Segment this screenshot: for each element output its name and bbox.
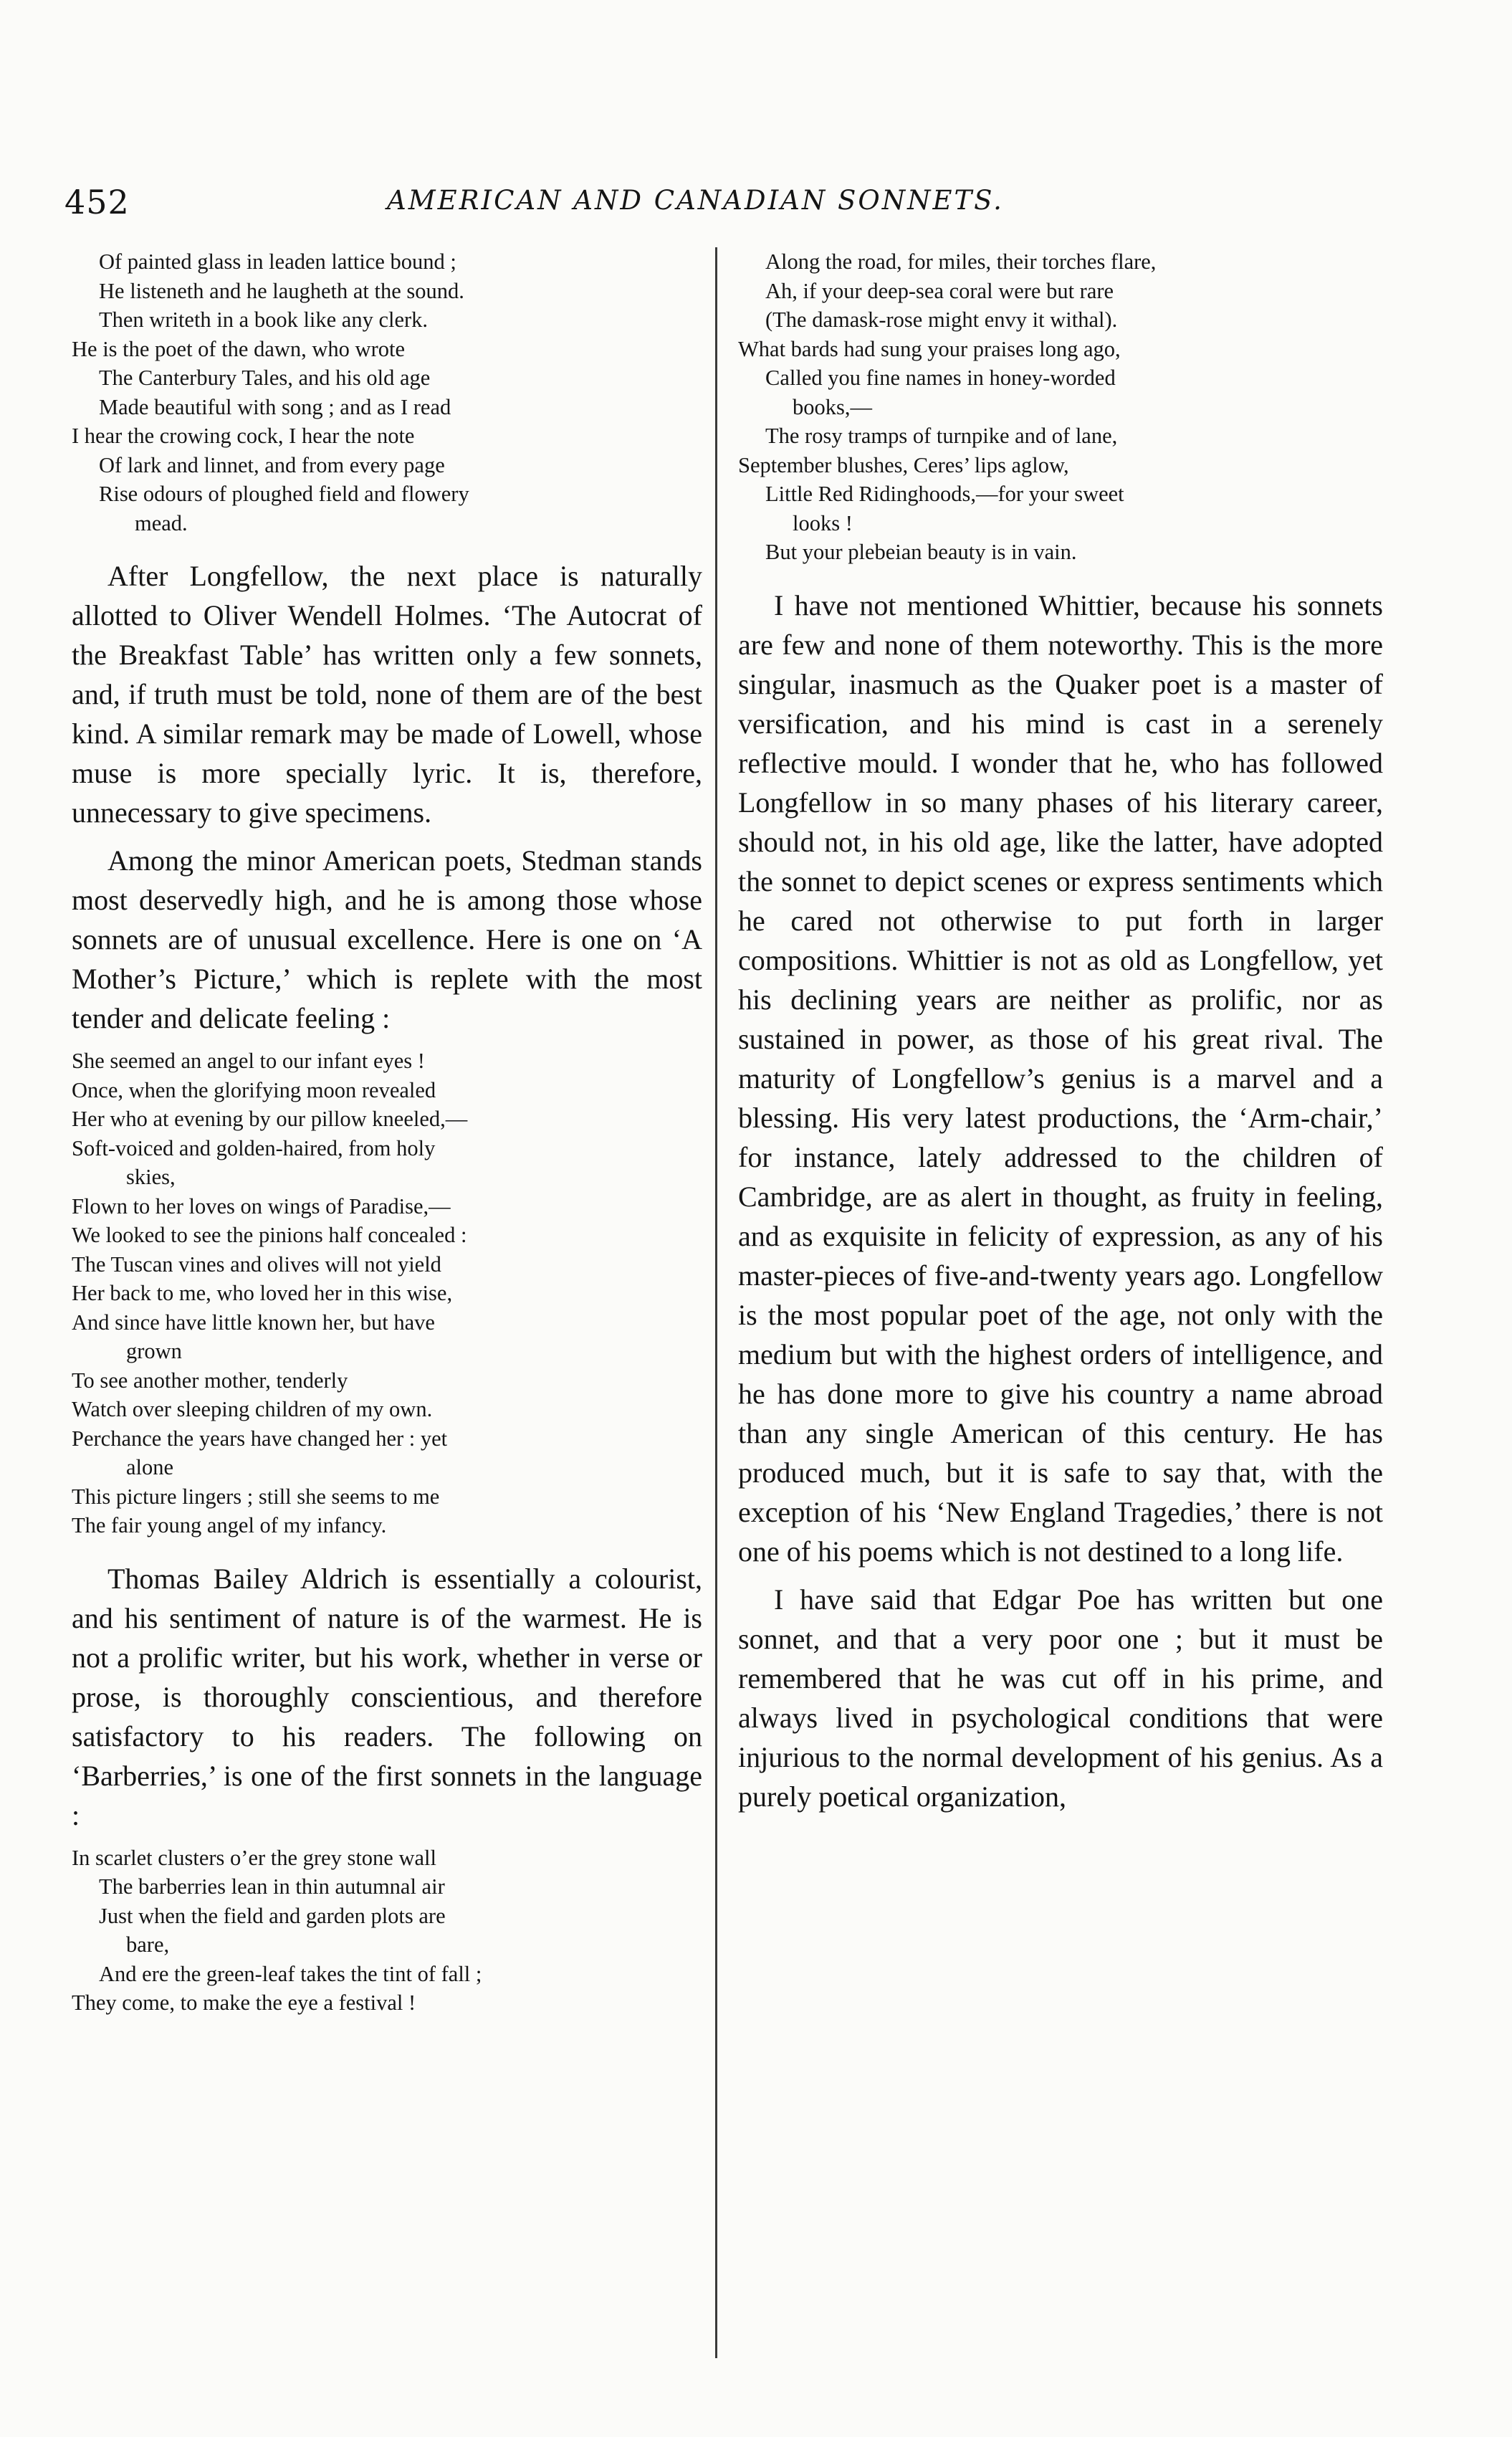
paragraph-poe: I have said that Edgar Poe has written but one sonnet, and that a very poor one ; but it must be remembered that he was cut off in his prime, and always lived in psychological conditions that were injurious to the normal development of his genius. As a purely poetical organization,: [738, 1583, 1383, 1813]
verse-line: Soft-voiced and golden-haired, from holy: [72, 1135, 436, 1160]
verse-line: Then writeth in a book like any clerk.: [99, 307, 429, 332]
verse-line: alone: [126, 1455, 174, 1479]
verse-line: Just when the field and garden plots are: [99, 1903, 446, 1928]
verse-line: skies,: [126, 1165, 176, 1189]
paragraph-whittier: I have not mentioned Whittier, because his sonnets are few and none of them noteworthy. This is the more singular, inasmuch as the Quaker poet is a master of versification, and his mind is cast in a serenely reflective mould. I wonder that he, who has followed Longfellow in so many phases of his literary career, should not, in his old age, like the latter, have adopted the sonnet to depict scenes or express sentiments which he cared not otherwise to put forth in larger compositions. Whittier is not as old as Longfellow, yet his declining years are neither as prolific, nor as sustained in power, as those of his great rival. The maturity of Longfellow’s genius is a marvel and a blessing. His very latest productions, the ‘Arm-chair,’ for instance, lately addressed to the children of Cambridge, are as alert in thought, as fruity in feeling, and as exquisite in felicity of expression, as any of his master-pieces of five-and-twenty years ago. Longfellow is the most popular poet of the age, not only with the medium but with the highest orders of intelligence, and he has done more to give his country a name abroad than any single American of this century. He has produced much, but it is safe to say that, with the exception of his ‘New England Tragedies,’ there is not one of his poems which is not destined to a long life.: [738, 588, 1383, 1568]
verse-barberries-end: [738, 247, 1383, 567]
verse-line: I hear the crowing cock, I hear the note: [72, 424, 415, 448]
verse-line: books,—: [793, 394, 872, 419]
verse-chaucer-sonnet: [72, 247, 702, 538]
verse-line: Watch over sleeping children of my own.: [72, 1397, 433, 1421]
verse-barberries-start: [72, 1844, 702, 2018]
verse-line: To see another mother, tenderly: [72, 1368, 348, 1393]
verse-line: Called you fine names in honey-worded: [765, 366, 1116, 390]
verse-line: Rise odours of ploughed field and flowery: [99, 482, 469, 506]
paragraph-stedman: Among the minor American poets, Stedman stands most deservedly high, and he is among those whose sonnets are of unusual excellence. Here is one on ‘A Mother’s Picture,’ which is replete with the most tender and delicate feeling :: [72, 844, 702, 1034]
verse-line: (The damask-rose might envy it withal).: [765, 307, 1118, 332]
verse-line: She seemed an angel to our infant eyes !: [72, 1049, 425, 1073]
verse-line: The barberries lean in thin autumnal air: [99, 1874, 445, 1899]
verse-line: grown: [126, 1339, 182, 1363]
verse-line: Ah, if your deep-sea coral were but rare: [765, 278, 1114, 303]
verse-line: We looked to see the pinions half concealed :: [72, 1223, 467, 1247]
verse-line: Flown to her loves on wings of Paradise,—: [72, 1193, 451, 1218]
verse-line: September blushes, Ceres’ lips aglow,: [738, 452, 1069, 477]
paragraph-aldrich: Thomas Bailey Aldrich is essentially a colourist, and his sentiment of nature is of the warmest. He is not a prolific writer, but his work, whether in verse or prose, is thoroughly conscientious, and therefore satisfactory to his readers. The following on ‘Barberries,’ is one of the first sonnets in the language :: [72, 1562, 702, 1831]
verse-line: Of lark and linnet, and from every page: [99, 452, 445, 477]
verse-line: He is the poet of the dawn, who wrote: [72, 336, 406, 361]
verse-line: What bards had sung your praises long ago,: [738, 336, 1121, 361]
verse-line: mead.: [135, 510, 188, 535]
verse-line: Perchance the years have changed her : yet: [72, 1426, 448, 1451]
verse-line: Of painted glass in leaden lattice bound ;: [99, 249, 456, 274]
verse-line: The Tuscan vines and olives will not yield: [72, 1251, 441, 1277]
verse-line: Her back to me, who loved her in this wise,: [72, 1281, 453, 1305]
verse-line: Made beautiful with song ; and as I read: [99, 394, 451, 419]
verse-line: Her who at evening by our pillow kneeled,—: [72, 1107, 468, 1131]
paragraph-holmes: After Longfellow, the next place is naturally allotted to Oliver Wendell Holmes. ‘The Autocrat of the Breakfast Table’ has written only a few sonnets, and, if truth must be told, none of them are of the best kind. A similar remark may be made of Lowell, whose muse is more specially lyric. It is, therefore, unnecessary to give specimens.: [72, 560, 702, 829]
verse-line: Little Red Ridinghoods,—for your sweet: [765, 482, 1124, 506]
verse-line: In scarlet clusters o’er the grey stone wall: [72, 1845, 436, 1870]
verse-line: He listeneth and he laugheth at the sound.: [99, 278, 464, 303]
verse-mothers-picture: [72, 1046, 702, 1540]
verse-line: looks !: [793, 510, 853, 535]
verse-line: The rosy tramps of turnpike and of lane,: [765, 424, 1118, 448]
verse-line: And ere the green-leaf takes the tint of fall ;: [99, 1961, 482, 1986]
running-title: AMERICAN AND CANADIAN SONNETS.: [387, 185, 1004, 216]
verse-line: The Canterbury Tales, and his old age: [99, 366, 431, 390]
verse-line: bare,: [126, 1932, 170, 1957]
column-divider: [715, 247, 717, 2358]
verse-line: This picture lingers ; still she seems to me: [72, 1484, 440, 1509]
verse-line: But your plebeian beauty is in vain.: [765, 540, 1077, 564]
verse-line: They come, to make the eye a festival !: [72, 1990, 416, 2015]
verse-line: And since have little known her, but have: [72, 1310, 435, 1335]
verse-line: Once, when the glorifying moon revealed: [72, 1077, 436, 1102]
page-number: 452: [64, 183, 130, 221]
left-column: [72, 247, 702, 2036]
right-column: [738, 247, 1383, 1825]
verse-line: The fair young angel of my infancy.: [72, 1513, 387, 1537]
verse-line: Along the road, for miles, their torches flare,: [765, 249, 1157, 274]
